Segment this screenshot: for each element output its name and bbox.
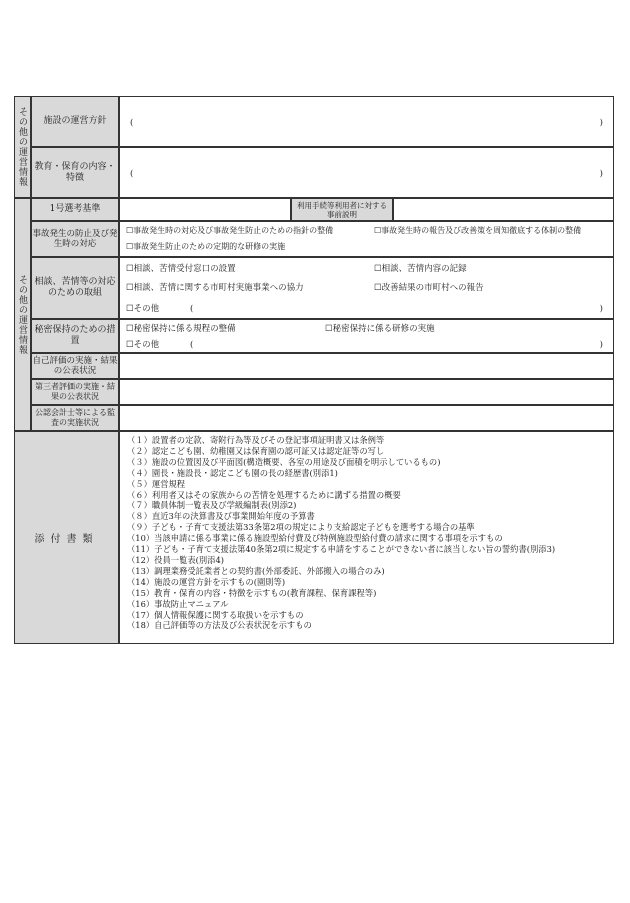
selection-criteria-field[interactable] xyxy=(119,198,291,221)
attachments-label: 添付書類 xyxy=(14,431,119,644)
accident-option-3[interactable]: ☐事故発生防止のための定期的な研修の実施 xyxy=(126,242,286,251)
self-evaluation-field[interactable] xyxy=(119,353,614,379)
confidentiality-label: 秘密保持のための措置 xyxy=(31,319,119,353)
confidentiality-option-1[interactable]: ☐秘密保持に係る規程の整備 xyxy=(126,324,236,334)
attachment-item: （10）当該申請に係る事業に係る施設型給付費及び特例施設型給付費の請求に関する事項を示すもの xyxy=(127,533,503,544)
attachment-item: （13）調理業務受託業者との契約書(外部委託、外部搬入の場合のみ) xyxy=(127,565,385,576)
attachment-item: （６）利用者又はその家族からの苦情を処理するために講ずる措置の概要 xyxy=(127,489,401,500)
attachment-item: （18）自己評価等の方法及び公表状況を示すもの xyxy=(127,620,312,631)
attachment-item: （８）直近3年の決算書及び事業開始年度の予算書 xyxy=(127,511,315,522)
complaints-option-2[interactable]: ☐相談、苦情内容の記録 xyxy=(374,264,467,274)
education-content-field[interactable]: ( ) xyxy=(119,147,614,198)
attachment-item: （17）個人情報保護に関する取扱いを示すもの xyxy=(127,609,304,620)
self-evaluation-label: 自己評価の実施・結果の公表状況 xyxy=(31,353,119,379)
accident-field xyxy=(119,221,614,257)
section2-vertical-label: その他の運営情報 xyxy=(14,198,31,431)
pre-explanation-field[interactable] xyxy=(393,198,614,221)
attachment-item: （７）職員体制一覧表及び学級編制表(別添2) xyxy=(127,500,297,511)
attachment-item: （５）運営規程 xyxy=(127,478,186,489)
complaints-option-3[interactable]: ☐相談、苦情に関する市町村実施事業への協力 xyxy=(126,283,304,293)
education-content-label: 教育・保育の内容・特徴 xyxy=(31,147,119,198)
audit-label: 公認会計士等による監査の実施状況 xyxy=(31,405,119,431)
confidentiality-field: ☐秘密保持に係る規程の整備 ☐秘密保持に係る研修の実施 ☐その他 ( ) xyxy=(119,319,614,353)
confidentiality-option-2[interactable]: ☐秘密保持に係る研修の実施 xyxy=(325,324,435,334)
pre-explanation-label: 利用手続等利用者に対する事前説明 xyxy=(291,198,393,221)
complaints-field: ☐相談、苦情受付窓口の設置 ☐相談、苦情内容の記録 ☐相談、苦情に関する市町村実施事業への協力 ☐改善結果の市町村への報告 ☐その他 ( ) xyxy=(119,257,614,319)
attachment-item: （14）施設の運営方針を示すもの(園則等) xyxy=(127,576,286,587)
attachment-item: （16）事故防止マニュアル xyxy=(127,598,229,609)
confidentiality-other[interactable]: ☐その他 xyxy=(126,340,160,350)
complaints-option-1[interactable]: ☐相談、苦情受付窓口の設置 xyxy=(126,264,236,274)
attachment-item: （１）設置者の定款、寄附行為等及びその登記事項証明書又は条例等 xyxy=(127,435,385,445)
operating-policy-field[interactable]: ( ) xyxy=(119,96,614,147)
attachment-item: （12）役員一覧表(別添4) xyxy=(127,554,224,565)
third-party-evaluation-label: 第三者評価の実施・結果の公表状況 xyxy=(31,379,119,405)
attachment-item: （９）子ども・子育て支援法第33条第2項の規定により支給認定子どもを選考する場合の基準 xyxy=(127,522,475,533)
attachment-item: （４）園長・施設長・認定こども園の長の経歴書(別添1) xyxy=(127,467,338,478)
selection-criteria-label: 1号選考基準 xyxy=(31,198,119,221)
complaints-other[interactable]: ☐その他 xyxy=(126,304,160,314)
complaints-option-4[interactable]: ☐改善結果の市町村への報告 xyxy=(374,283,484,293)
section1-vertical-label: その他の運営情報 xyxy=(14,96,31,198)
attachment-item: （15）教育・保育の内容・特徴を示すもの(教育課程、保育課程等) xyxy=(127,587,377,598)
accident-label: 事故発生の防止及び発生時の対応 xyxy=(31,221,119,257)
operating-policy-label: 施設の運営方針 xyxy=(31,96,119,147)
attachment-item: （２）認定こども園、幼稚園又は保育園の認可証又は認定証等の写し xyxy=(127,445,385,456)
accident-option-2[interactable]: ☐事故発生時の報告及び改善策を周知徹底する体制の整備 xyxy=(374,226,582,235)
third-party-evaluation-field[interactable] xyxy=(119,379,614,405)
attachments-list xyxy=(119,431,614,644)
accident-option-1[interactable]: ☐事故発生時の対応及び事故発生防止のための指針の整備 xyxy=(126,226,334,235)
attachment-item: （３）施設の位置図及び平面図(構造概要、各室の用途及び面積を明示しているもの) xyxy=(127,456,441,467)
complaints-label: 相談、苦情等の対応のための取組 xyxy=(31,257,119,319)
attachment-item: （11）子ども・子育て支援法第40条第2項に規定する申請をすることができない者に該当しない旨の誓約書(別添3) xyxy=(127,544,556,555)
audit-field[interactable] xyxy=(119,405,614,431)
